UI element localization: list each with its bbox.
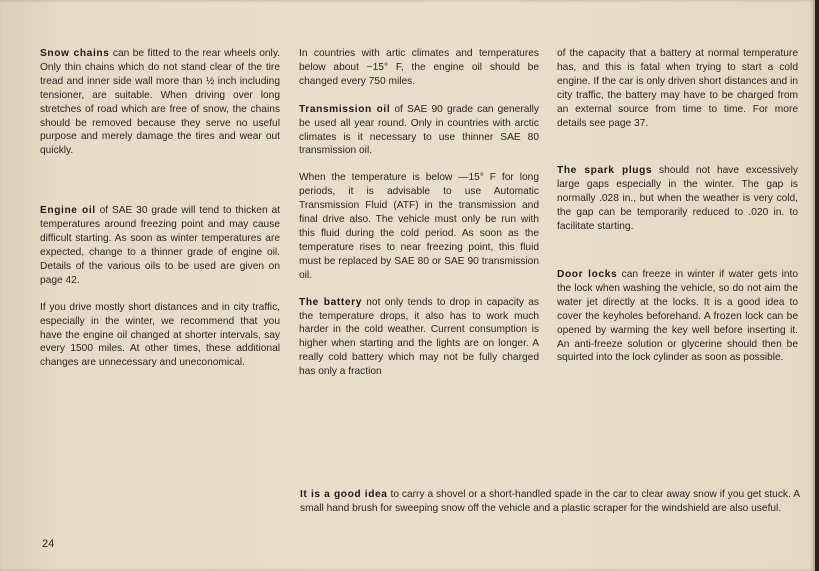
battery-continued-paragraph: of the capacity that a battery at normal temperature has, and this is fatal when trying to start a cold engine. If the car is only driven short distances and in city traffic, the battery may have to be charged from an external source from time to time. For more details see page 37. bbox=[557, 48, 798, 129]
arctic-paragraph: In countries with artic climates and temperatures below about −15° F, the engine oil should be changed every 750 miles. bbox=[299, 48, 539, 87]
battery-text: not only tends to drop in capacity as the temperature drops, it also has to work much harder in the cold weather. Current consumption is higher when starting and the lights are on longer. A really cold battery which may not be fully charged has only a fraction bbox=[299, 296, 539, 378]
snow-chains-text: can be fitted to the rear wheels only. Only thin chains which do not stand clear of the tire tread and inner side wall more than ½ inch including tensioner, are suitable. When driving over long stretches of road which are free of snow, the chains should be removed because they serve no useful purpose and merely damage the tires and wear out quickly. bbox=[40, 48, 280, 157]
column-right bbox=[557, 47, 798, 365]
short-distance-paragraph: If you drive mostly short distances and in city traffic, especially in the winter, we recommend that you have the engine oil changed at shorter intervals, say every 1500 miles. At other times, these additional changes are unnecessary and uneconomical. bbox=[40, 301, 280, 369]
good-idea-section bbox=[300, 488, 800, 516]
good-idea-text: to carry a shovel or a short-handled spade in the car to clear away snow if you get stuck. A small hand brush for sweeping snow off the vehicle and a plastic scraper for the windshield are also useful. bbox=[300, 489, 800, 514]
column-left bbox=[40, 47, 280, 370]
transmission-oil-text: of SAE 90 grade can generally be used all year round. Only in countries with arctic climates is it necessary to use thinner SAE 80 transmission oil. bbox=[299, 103, 539, 157]
door-locks-text: can freeze in winter if water gets into the lock when washing the vehicle, so do not aim the water jet directly at the locks. It is a good idea to cover the keyholes beforehand. A frozen lock can be opened by warming the key well before inserting it. An anti-freeze solution or glycerine should then be squirted into the lock cylinder as soon as possible. bbox=[557, 268, 798, 364]
spark-plugs-heading: The spark plugs bbox=[557, 165, 653, 177]
engine-oil-paragraph bbox=[40, 204, 280, 287]
good-idea-paragraph bbox=[300, 488, 800, 516]
engine-oil-text: of SAE 30 grade will tend to thicken at temperatures around freezing point and may cause difficult starting. As soon as winter temperatures are expected, change to a thinner grade of engine oil. Details of the various oils to be used are given on page 42. bbox=[40, 205, 280, 286]
snow-chains-paragraph bbox=[40, 47, 280, 158]
spark-plugs-text: should not have excessively large gaps especially in the winter. The gap is normally .028 in., but when the weather is very cold, the gap can be temporarily reduced to .020 in. to facilitate starting. bbox=[557, 165, 798, 233]
door-locks-paragraph bbox=[557, 268, 798, 365]
engine-oil-heading: Engine oil bbox=[40, 205, 96, 217]
battery-heading: The battery bbox=[299, 296, 362, 308]
good-idea-heading: It is a good idea bbox=[300, 489, 388, 500]
temperature-paragraph: When the temperature is below —15° F for long periods, it is advisable to use Automatic Transmission Fluid (ATF) in the transmission and final drive also. The vehicle must only be run with this fluid during the cold period. As soon as the temperature rises to near freezing point, this fluid must be replaced by SAE 80 or SAE 90 transmission oil. bbox=[299, 172, 539, 281]
transmission-oil-paragraph bbox=[299, 103, 539, 159]
battery-paragraph bbox=[299, 296, 539, 379]
spark-plugs-paragraph bbox=[557, 164, 798, 234]
column-middle bbox=[299, 47, 539, 379]
transmission-oil-heading: Transmission oil bbox=[299, 103, 391, 115]
door-locks-heading: Door locks bbox=[557, 268, 618, 280]
snow-chains-heading: Snow chains bbox=[40, 48, 110, 59]
page-edge-shadow bbox=[815, 0, 819, 571]
page-number: 24 bbox=[42, 538, 55, 550]
